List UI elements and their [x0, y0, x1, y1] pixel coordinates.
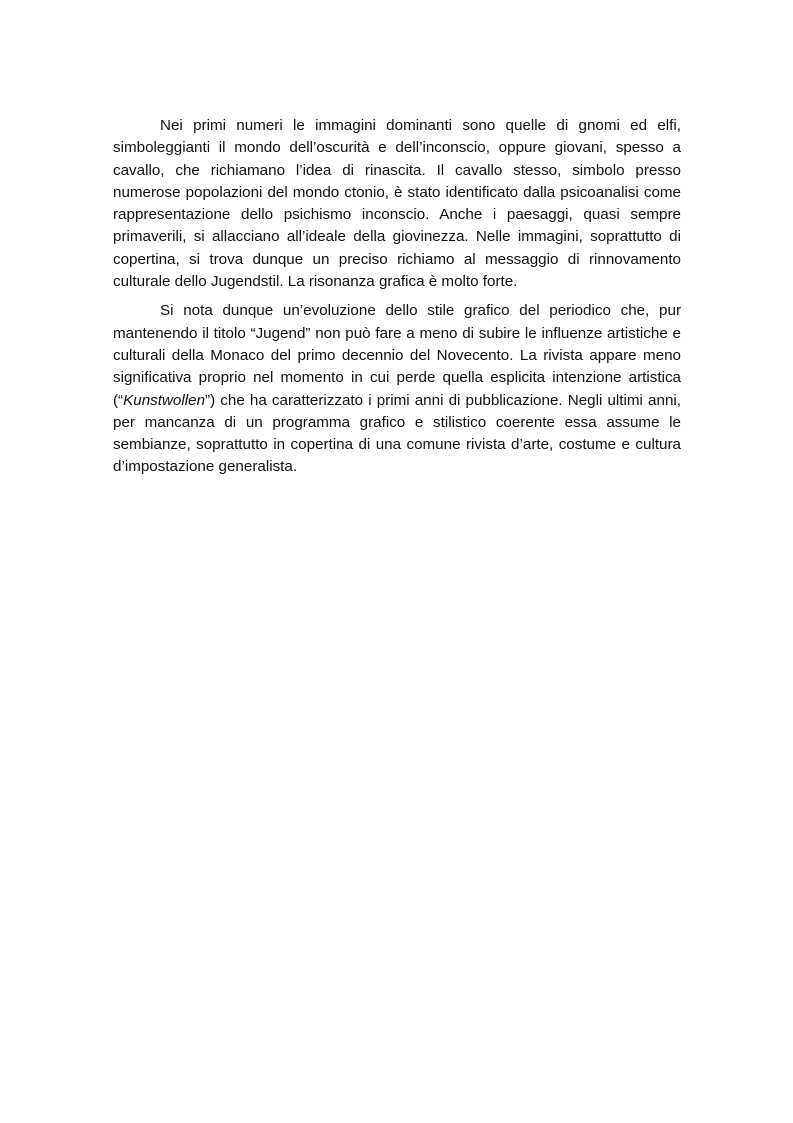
paragraph-2	[113, 300, 681, 478]
paragraph-2-text-start: Si nota dunque un’evoluzione dello stile grafico del periodico che, pur mantenendo il titolo “Jugend” non può fare a meno di subire le influenze artistiche e culturali della Monaco del primo decennio del Novecento. La rivista appare meno significativa proprio nel momento in cui perde quella esplicita intenzione artistica (“	[113, 302, 681, 409]
paragraph-2-text-end: ”) che ha caratterizzato i primi anni di pubblicazione. Negli ultimi anni, per mancanza di un programma grafico e stilistico coerente essa assume le sembianze, soprattutto in copertina di una comune rivista d’arte, costume e cultura d’impostazione generalista.	[113, 391, 681, 476]
italic-term: Kunstwollen	[123, 391, 206, 409]
body-text	[113, 115, 681, 479]
paragraph-1: Nei primi numeri le immagini dominanti sono quelle di gnomi ed elfi, simboleggianti il mondo dell’oscurità e dell’inconscio, oppure giovani, spesso a cavallo, che richiamano l’idea di rinascita. Il cavallo stesso, simbolo presso numerose popolazioni del mondo ctonio, è stato identificato dalla psicoanalisi come rappresentazione dello psichismo inconscio. Anche i paesaggi, quasi sempre primaverili, si allacciano all’ideale della giovinezza. Nelle immagini, soprattutto di copertina, si trova dunque un preciso richiamo al messaggio di rinnovamento culturale dello Jugendstil. La risonanza grafica è molto forte.	[113, 117, 681, 291]
